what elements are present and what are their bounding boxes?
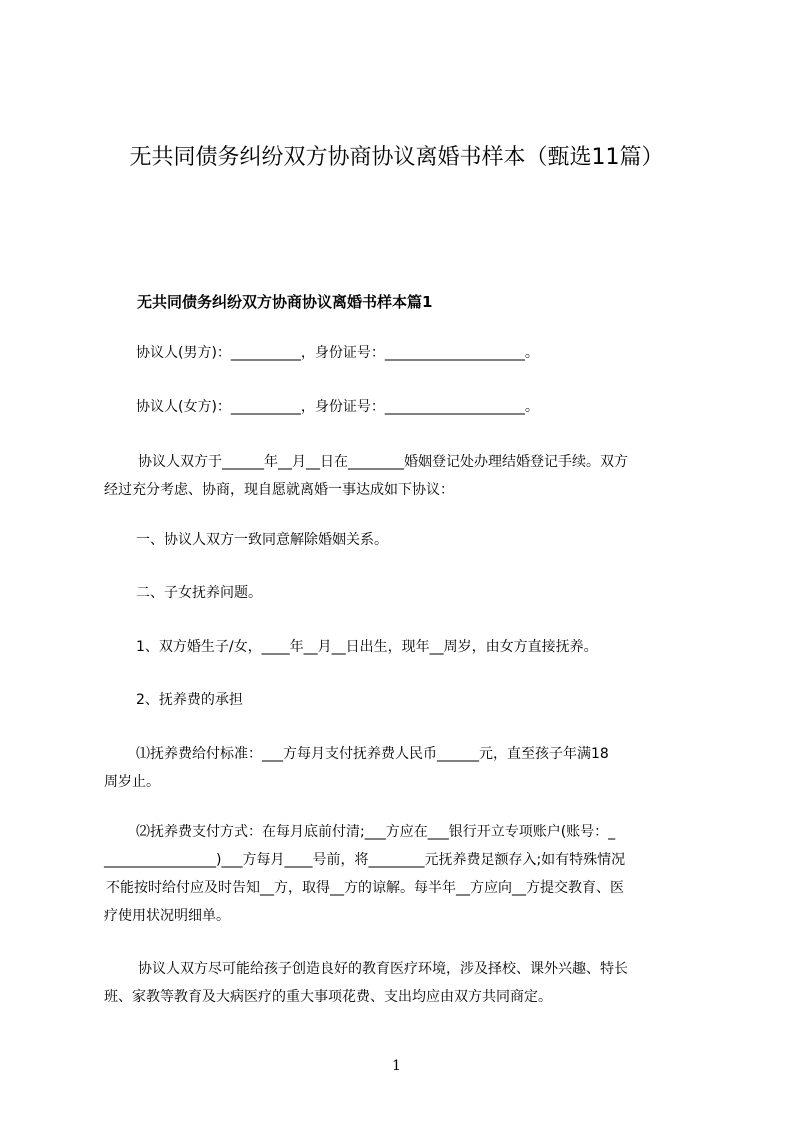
clause-2: 二、子女抚养问题。 (136, 585, 262, 601)
child-item-1: 1、双方婚生子/女，____年__月__日出生，现年__周岁，由女方直接抚养。 (136, 639, 598, 655)
section-heading: 无共同债务纠纷双方协商协议离婚书样本篇1 (137, 293, 433, 311)
party-male-line: 协议人(男方)：__________，身份证号：____________________。 (136, 345, 539, 361)
intro-paragraph (104, 452, 704, 500)
support-payment-paragraph (104, 822, 704, 926)
support-standard-line-1: ⑴抚养费给付标准：___方每月支付抚养费人民币______元，直至孩子年满18 (136, 746, 609, 762)
support-payment-line-4: 疗使用状况明细单。 (104, 908, 230, 924)
support-payment-line-1: ⑵抚养费支付方式：在每月底前付清;___方应在___银行开立专项账户(账号：_ (136, 824, 616, 840)
child-item-2: 2、抚养费的承担 (136, 692, 243, 708)
document-title: 无共同债务纠纷双方协商协议离婚书样本（甄选11篇） (129, 145, 664, 170)
education-line-1: 协议人双方尽可能给孩子创造良好的教育医疗环境，涉及择校、课外兴趣、特长 (138, 961, 628, 977)
party-female-line: 协议人(女方)：__________，身份证号：____________________。 (136, 399, 539, 415)
education-line-2: 班、家教等教育及大病医疗的重大事项花费、支出均应由双方共同商定。 (104, 989, 552, 1005)
intro-line-2: 经过充分考虑、协商，现自愿就离婚一事达成如下协议： (104, 482, 454, 498)
intro-line-1: 协议人双方于______年__月__日在________婚姻登记处办理结婚登记手续。双方 (138, 454, 628, 470)
support-payment-line-2: ________________)___方每月____号前，将________元抚养费足额存入;如有特殊情况 (104, 852, 626, 868)
support-standard-paragraph (104, 744, 704, 792)
support-standard-line-2: 周岁止。 (104, 774, 160, 790)
clause-1: 一、协议人双方一致同意解除婚姻关系。 (136, 532, 388, 548)
page-number: 1 (392, 1058, 401, 1074)
support-payment-line-3: 不能按时给付应及时告知__方，取得__方的谅解。每半年__方应向__方提交教育、医 (106, 880, 624, 896)
education-paragraph (104, 959, 704, 1007)
